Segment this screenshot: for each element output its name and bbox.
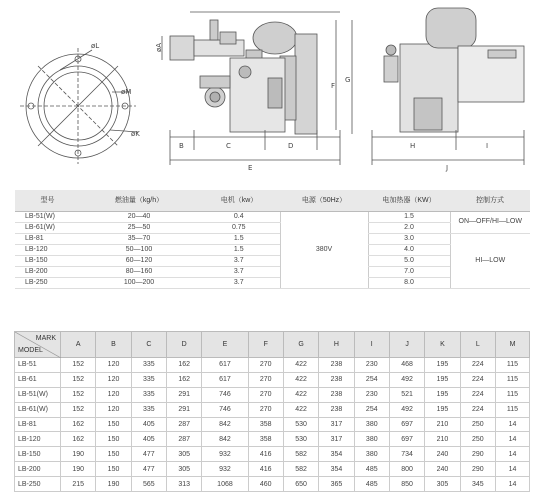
dimension-value-cell: 305 [167, 447, 202, 462]
dimension-model-cell: LB-51 [15, 358, 61, 373]
dimension-value-cell: 230 [354, 358, 389, 373]
spec-cell: 35—70 [80, 233, 198, 244]
spec-header-model: 型号 [15, 190, 80, 211]
table-row [15, 372, 530, 387]
dimension-value-cell: 697 [389, 432, 424, 447]
spec-cell: 60—120 [80, 255, 198, 266]
dimension-value-cell: 422 [283, 372, 318, 387]
dimension-table-body [15, 358, 530, 492]
dimension-value-cell: 416 [248, 447, 283, 462]
side-label-b: B [179, 142, 184, 150]
dimension-value-cell: 290 [460, 447, 495, 462]
dimension-value-cell: 358 [248, 432, 283, 447]
dimension-value-cell: 354 [319, 462, 354, 477]
flange-label-l: øL [91, 42, 100, 50]
dimension-value-cell: 305 [167, 462, 202, 477]
dimension-value-cell: 152 [61, 358, 96, 373]
dimension-value-cell: 345 [460, 477, 495, 492]
dimension-value-cell: 210 [425, 417, 460, 432]
dimension-value-cell: 460 [248, 477, 283, 492]
dimension-value-cell: 746 [202, 402, 248, 417]
dimension-value-cell: 14 [495, 477, 529, 492]
dimension-model-cell: LB-61 [15, 372, 61, 387]
dimension-header-i: I [354, 332, 389, 358]
side-label-g: G [345, 76, 351, 84]
dimension-table [14, 331, 530, 492]
dimension-value-cell: 530 [283, 432, 318, 447]
dimension-header-j: J [389, 332, 424, 358]
dimension-model-cell: LB-51(W) [15, 387, 61, 402]
front-label-i: I [486, 142, 489, 150]
dimension-value-cell: 291 [167, 387, 202, 402]
dimension-value-cell: 254 [354, 372, 389, 387]
table-row [15, 402, 530, 417]
dimension-header-b: B [96, 332, 131, 358]
dimension-value-cell: 335 [131, 402, 166, 417]
dimension-value-cell: 842 [202, 417, 248, 432]
dimension-value-cell: 238 [319, 402, 354, 417]
spec-cell: 1.5 [198, 244, 280, 255]
dimension-value-cell: 485 [354, 462, 389, 477]
dimension-value-cell: 291 [167, 402, 202, 417]
dimension-value-cell: 120 [96, 402, 131, 417]
spec-cell: 5.0 [368, 255, 450, 266]
dimension-value-cell: 14 [495, 417, 529, 432]
dimension-value-cell: 492 [389, 372, 424, 387]
dimension-value-cell: 335 [131, 372, 166, 387]
spec-cell: 0.4 [198, 211, 280, 222]
dimension-value-cell: 358 [248, 417, 283, 432]
dimension-value-cell: 842 [202, 432, 248, 447]
spec-header-motor: 电机（kw） [198, 190, 280, 211]
table-row [15, 387, 530, 402]
spec-cell: 8.0 [368, 277, 450, 288]
dimension-value-cell: 152 [61, 387, 96, 402]
spec-header-power: 电源（50Hz） [280, 190, 368, 211]
dimension-value-cell: 215 [61, 477, 96, 492]
spec-cell: LB-61(W) [15, 222, 80, 233]
spec-cell-control-2: HI—LOW [450, 233, 530, 288]
spec-cell: 0.75 [198, 222, 280, 233]
dimension-header-c: C [131, 332, 166, 358]
dimension-value-cell: 380 [354, 432, 389, 447]
dimension-value-cell: 224 [460, 372, 495, 387]
dimension-value-cell: 521 [389, 387, 424, 402]
dimension-value-cell: 485 [354, 477, 389, 492]
dimension-value-cell: 317 [319, 432, 354, 447]
spec-cell: LB-81 [15, 233, 80, 244]
spec-cell: 3.7 [198, 277, 280, 288]
dimension-header-e: E [202, 332, 248, 358]
dimension-value-cell: 422 [283, 387, 318, 402]
dimension-value-cell: 115 [495, 402, 529, 417]
spec-cell: LB-51(W) [15, 211, 80, 222]
spec-cell: 3.7 [198, 266, 280, 277]
table-row [15, 211, 530, 222]
dimension-value-cell: 800 [389, 462, 424, 477]
dimension-model-cell: LB-81 [15, 417, 61, 432]
dimension-value-cell: 270 [248, 387, 283, 402]
dimension-value-cell: 14 [495, 432, 529, 447]
dimension-value-cell: 115 [495, 358, 529, 373]
dimension-value-cell: 850 [389, 477, 424, 492]
dimension-value-cell: 162 [167, 372, 202, 387]
dimension-value-cell: 254 [354, 402, 389, 417]
dimension-value-cell: 150 [96, 462, 131, 477]
table-row [15, 233, 530, 244]
dimension-value-cell: 190 [96, 477, 131, 492]
dimension-value-cell: 210 [425, 432, 460, 447]
dimension-value-cell: 416 [248, 462, 283, 477]
dimension-value-cell: 582 [283, 447, 318, 462]
dimension-value-cell: 150 [96, 432, 131, 447]
dimension-value-cell: 287 [167, 417, 202, 432]
burner-front-view [372, 8, 524, 165]
dimension-value-cell: 477 [131, 447, 166, 462]
table-row [15, 462, 530, 477]
spec-cell: LB-150 [15, 255, 80, 266]
dimension-value-cell: 240 [425, 447, 460, 462]
dimension-value-cell: 230 [354, 387, 389, 402]
dimension-value-cell: 150 [96, 447, 131, 462]
dimension-value-cell: 238 [319, 372, 354, 387]
dimension-value-cell: 224 [460, 402, 495, 417]
dimension-value-cell: 224 [460, 387, 495, 402]
dimension-value-cell: 932 [202, 447, 248, 462]
dimension-value-cell: 238 [319, 387, 354, 402]
dimension-value-cell: 1068 [202, 477, 248, 492]
dimension-value-cell: 152 [61, 372, 96, 387]
spec-cell: LB-200 [15, 266, 80, 277]
dimension-value-cell: 932 [202, 462, 248, 477]
dimension-value-cell: 162 [61, 417, 96, 432]
side-label-e: E [248, 164, 253, 172]
dimension-value-cell: 477 [131, 462, 166, 477]
dimension-value-cell: 270 [248, 358, 283, 373]
spec-header-control: 控制方式 [450, 190, 530, 211]
dimension-model-cell: LB-120 [15, 432, 61, 447]
dimension-value-cell: 190 [61, 462, 96, 477]
dimension-model-cell: LB-200 [15, 462, 61, 477]
front-label-h: H [410, 142, 416, 150]
flange-label-m: øM [121, 88, 132, 96]
spec-cell: 1.5 [198, 233, 280, 244]
corner-mark-label: MARK [35, 335, 56, 342]
spec-header-fuel: 燃油量（kg/h） [80, 190, 198, 211]
dimension-header-k: K [425, 332, 460, 358]
spec-cell: 7.0 [368, 266, 450, 277]
dimension-value-cell: 380 [354, 447, 389, 462]
dimension-value-cell: 492 [389, 402, 424, 417]
dimension-value-cell: 746 [202, 387, 248, 402]
dimension-value-cell: 14 [495, 447, 529, 462]
technical-drawing [0, 0, 548, 182]
dimension-value-cell: 582 [283, 462, 318, 477]
spec-cell: 20—40 [80, 211, 198, 222]
dimension-value-cell: 617 [202, 358, 248, 373]
flange-view [20, 48, 138, 164]
side-label-c: C [226, 142, 231, 150]
dimension-value-cell: 317 [319, 417, 354, 432]
dimension-header-l: L [460, 332, 495, 358]
spec-cell: 2.0 [368, 222, 450, 233]
table-row [15, 358, 530, 373]
dimension-header-f: F [248, 332, 283, 358]
flange-label-k: øK [131, 130, 140, 138]
dimension-value-cell: 115 [495, 387, 529, 402]
table-row [15, 417, 530, 432]
front-label-j: J [446, 164, 449, 172]
dimension-value-cell: 530 [283, 417, 318, 432]
spec-header-row [15, 190, 530, 211]
spec-cell: LB-120 [15, 244, 80, 255]
dimension-value-cell: 250 [460, 417, 495, 432]
dimension-header-m: M [495, 332, 529, 358]
dimension-value-cell: 240 [425, 462, 460, 477]
dimension-value-cell: 335 [131, 358, 166, 373]
table-row [15, 447, 530, 462]
dimension-header-a: A [61, 332, 96, 358]
dimension-value-cell: 120 [96, 358, 131, 373]
spec-cell: 25—50 [80, 222, 198, 233]
dimension-value-cell: 650 [283, 477, 318, 492]
corner-model-label: MODEL [18, 347, 43, 354]
dimension-value-cell: 14 [495, 462, 529, 477]
dimension-corner-cell [15, 332, 61, 358]
dimension-model-cell: LB-61(W) [15, 402, 61, 417]
spec-cell: 80—160 [80, 266, 198, 277]
dimension-value-cell: 195 [425, 402, 460, 417]
table-row [15, 432, 530, 447]
spec-cell: 4.0 [368, 244, 450, 255]
dimension-value-cell: 365 [319, 477, 354, 492]
dimension-value-cell: 195 [425, 358, 460, 373]
spec-cell: 3.0 [368, 233, 450, 244]
dimension-value-cell: 120 [96, 372, 131, 387]
spec-cell: 3.7 [198, 255, 280, 266]
dimension-value-cell: 617 [202, 372, 248, 387]
dimension-value-cell: 270 [248, 402, 283, 417]
dimension-value-cell: 313 [167, 477, 202, 492]
dimension-value-cell: 335 [131, 387, 166, 402]
dimension-value-cell: 287 [167, 432, 202, 447]
dimension-value-cell: 120 [96, 387, 131, 402]
dimension-value-cell: 224 [460, 358, 495, 373]
dimension-value-cell: 195 [425, 387, 460, 402]
burner-side-view [162, 12, 352, 165]
dimension-value-cell: 405 [131, 432, 166, 447]
dimension-value-cell: 380 [354, 417, 389, 432]
dimension-value-cell: 162 [167, 358, 202, 373]
dimension-value-cell: 195 [425, 372, 460, 387]
dimension-header-d: D [167, 332, 202, 358]
dimension-value-cell: 422 [283, 358, 318, 373]
dimension-value-cell: 468 [389, 358, 424, 373]
spec-cell: LB-250 [15, 277, 80, 288]
dimension-model-cell: LB-250 [15, 477, 61, 492]
dimension-model-cell: LB-150 [15, 447, 61, 462]
dimension-value-cell: 115 [495, 372, 529, 387]
dimension-value-cell: 354 [319, 447, 354, 462]
dimension-value-cell: 305 [425, 477, 460, 492]
burner-drawing [0, 0, 548, 182]
spec-cell: 1.5 [368, 211, 450, 222]
dimension-header-row [15, 332, 530, 358]
dimension-value-cell: 565 [131, 477, 166, 492]
dimension-value-cell: 422 [283, 402, 318, 417]
dimension-header-h: H [319, 332, 354, 358]
spec-header-heater: 电加热器（KW） [368, 190, 450, 211]
spec-cell-power: 380V [280, 211, 368, 288]
dimension-value-cell: 405 [131, 417, 166, 432]
dimension-header-g: G [283, 332, 318, 358]
dimension-value-cell: 290 [460, 462, 495, 477]
dimension-value-cell: 238 [319, 358, 354, 373]
dimension-value-cell: 190 [61, 447, 96, 462]
dimension-value-cell: 270 [248, 372, 283, 387]
spec-cell: 100—200 [80, 277, 198, 288]
side-label-d: D [288, 142, 294, 150]
dimension-value-cell: 734 [389, 447, 424, 462]
spec-cell: 50—100 [80, 244, 198, 255]
dimension-value-cell: 250 [460, 432, 495, 447]
side-label-f: F [331, 82, 336, 90]
spec-table [15, 190, 530, 289]
table-row [15, 477, 530, 492]
dimension-value-cell: 697 [389, 417, 424, 432]
dimension-value-cell: 150 [96, 417, 131, 432]
spec-cell-control-1: ON—OFF/HI—LOW [450, 211, 530, 233]
side-label-a: øA [155, 42, 163, 52]
dimension-value-cell: 152 [61, 402, 96, 417]
dimension-value-cell: 162 [61, 432, 96, 447]
